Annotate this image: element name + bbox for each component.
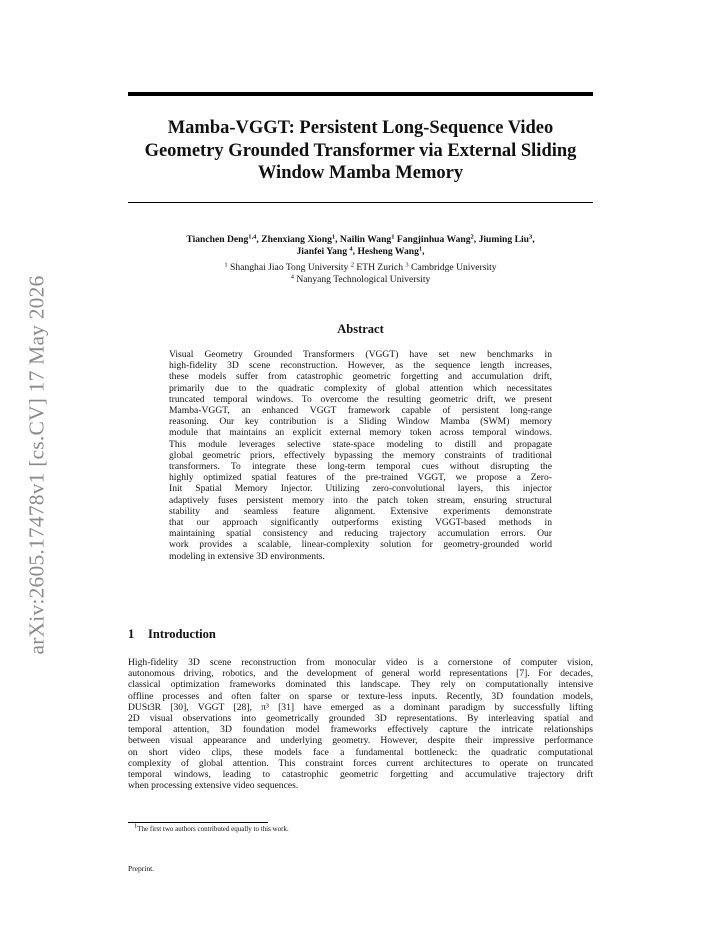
introduction-line: when processing extensive video sequences. (128, 780, 299, 792)
section-heading-introduction (128, 627, 216, 642)
abstract-line: primarily due to the quadratic complexity of global attention which necessitates (169, 382, 552, 394)
abstract-line: these models suffer from catastrophic geometric forgetting and accumulation drift, (169, 371, 552, 383)
footnote-rule (128, 822, 268, 823)
author-name: Jianfei Yang (296, 246, 350, 257)
abstract-line: that our approach significantly outperforms existing VGGT-based methods in (169, 517, 552, 529)
introduction-line: classical optimization frameworks dominated this landscape. They rely on computationally intensive (128, 679, 593, 691)
author-separator: , (256, 234, 262, 245)
abstract-line: work provides a scalable, linear-complexity solution for geometry-grounded world (169, 539, 552, 551)
affil-text: ETH Zurich (353, 262, 406, 273)
abstract-line: modeling in extensive 3D environments. (169, 550, 325, 562)
affil-text: Cambridge University (408, 262, 497, 273)
title-line: Mamba-VGGT: Persistent Long-Sequence Video (167, 118, 554, 138)
affil-mark: 2 (350, 261, 354, 269)
footnote (134, 822, 289, 834)
affiliation-line (128, 274, 593, 286)
author-name: Fangjinhua Wang (396, 234, 471, 245)
abstract-line: This module leverages selective state-space modeling to distill and propagate (169, 438, 552, 450)
introduction-line: between visual appearance and underlying geometry. However, despite their impressive performance (128, 735, 593, 747)
abstract-line: highly optimized spatial features of the pre-trained VGGT, we propose a Zero- (169, 472, 552, 484)
author-affil-mark: 2 (470, 233, 474, 241)
abstract-line: module that maintains an explicit external memory token across temporal windows. (169, 427, 552, 439)
author-list (128, 234, 593, 258)
introduction-body (128, 657, 593, 791)
author-name: Nailin Wang (339, 234, 392, 245)
author-name: Tianchen Deng (186, 234, 249, 245)
title-line: Window Mamba Memory (257, 163, 464, 183)
affil-text: Nanyang Technological University (293, 274, 431, 285)
affil-mark: 3 (405, 261, 409, 269)
author-affil-mark: 4 (349, 245, 353, 253)
section-number: 1 (128, 627, 135, 641)
title-bottom-rule (128, 202, 593, 203)
footnote-mark: 1 (134, 822, 138, 830)
section-title: Introduction (148, 627, 216, 641)
abstract-line: adaptively fuses persistent memory into the patch token stream, ensuring structural (169, 494, 552, 506)
abstract-line: transformers. To integrate these long-term temporal cues without disrupting the (169, 461, 552, 473)
abstract-line: global geometric priors, effectively bypassing the memory constraints of traditional (169, 449, 552, 461)
author-separator: , (532, 234, 535, 245)
introduction-line: complexity of global attention. This constraint forces current architectures to operate on truncated (128, 757, 593, 769)
preprint-label: Preprint. (128, 864, 155, 873)
author-name: Jiuming Liu (478, 234, 529, 245)
affiliations (128, 262, 593, 286)
introduction-line: offline processes and often falter on sparse or texture-less inputs. Recently, 3D foundation models, (128, 690, 593, 702)
introduction-line: autonomous driving, robotics, and the development of general world representations [7]. For decades, (128, 668, 593, 680)
introduction-line: DUSt3R [30], VGGT [28], π³ [31] have emerged as a dominant paradigm by successfully lifting (128, 701, 593, 713)
introduction-line: on short video clips, these models face a fundamental bottleneck: the quadratic computational (128, 746, 593, 758)
introduction-line: temporal windows, leading to catastrophic geometric forgetting and accumulative trajectory drift (128, 769, 593, 781)
author-separator: , (422, 246, 425, 257)
affil-mark: 1 (224, 261, 228, 269)
affil-mark: 4 (290, 273, 294, 281)
abstract-line: Visual Geometry Grounded Transformers (VGGT) have set new benchmarks in (169, 349, 552, 360)
author-separator: , (352, 246, 358, 257)
introduction-line: temporal attention, 3D foundation model frameworks effectively capture the intricate relationships (128, 724, 593, 736)
abstract-line: Init Spatial Memory Injector. Utilizing zero-convolutional layers, this injector (169, 483, 552, 495)
introduction-line: 2D visual observations into geometrically grounded 3D representations. By interleaving spatial and (128, 713, 593, 725)
author-name: Zhenxiang Xiong (261, 234, 332, 245)
abstract-line: reasoning. Our key contribution is a Sliding Window Mamba (SWM) memory (169, 416, 552, 428)
affiliation-line (128, 262, 593, 274)
abstract-line: high-fidelity 3D scene reconstruction. However, as the sequence length increases, (169, 360, 552, 372)
author-name: Hesheng Wang (357, 246, 419, 257)
author-line (128, 234, 593, 246)
introduction-line: High-fidelity 3D scene reconstruction from monocular video is a cornerstone of computer vision, (128, 657, 593, 668)
author-affil-mark: 3 (528, 233, 533, 241)
affil-text: Shanghai Jiao Tong University (227, 262, 351, 273)
author-separator: , (473, 234, 479, 245)
abstract-body (169, 349, 552, 562)
title-top-rule (128, 92, 593, 96)
author-affil-mark: 1 (331, 233, 336, 241)
author-line (128, 246, 593, 258)
author-affil-mark: 1 (391, 233, 395, 241)
author-affil-mark: 1,4 (248, 233, 257, 241)
arxiv-stamp-text: arXiv:2605.17478v1 [cs.CV] 17 May 2026 (24, 275, 49, 655)
abstract-line: stability and seamless feature alignment. Extensive experiments demonstrate (169, 505, 552, 517)
author-affil-mark: 1 (418, 245, 423, 253)
author-separator: , (335, 234, 340, 245)
title-line: Geometry Grounded Transformer via External Sliding (144, 140, 577, 161)
footnote-text: The first two authors contributed equally to this work. (137, 825, 289, 833)
abstract-line: maintaining spatial consistency and reducing trajectory accumulation errors. Our (169, 528, 552, 540)
abstract-line: Mamba-VGGT, an enhanced VGGT framework capable of persistent long-range (169, 405, 552, 417)
abstract-line: truncated temporal windows. To overcome the resulting geometric drift, we present (169, 393, 552, 405)
paper-title (128, 117, 593, 185)
abstract-heading: Abstract (337, 322, 384, 336)
